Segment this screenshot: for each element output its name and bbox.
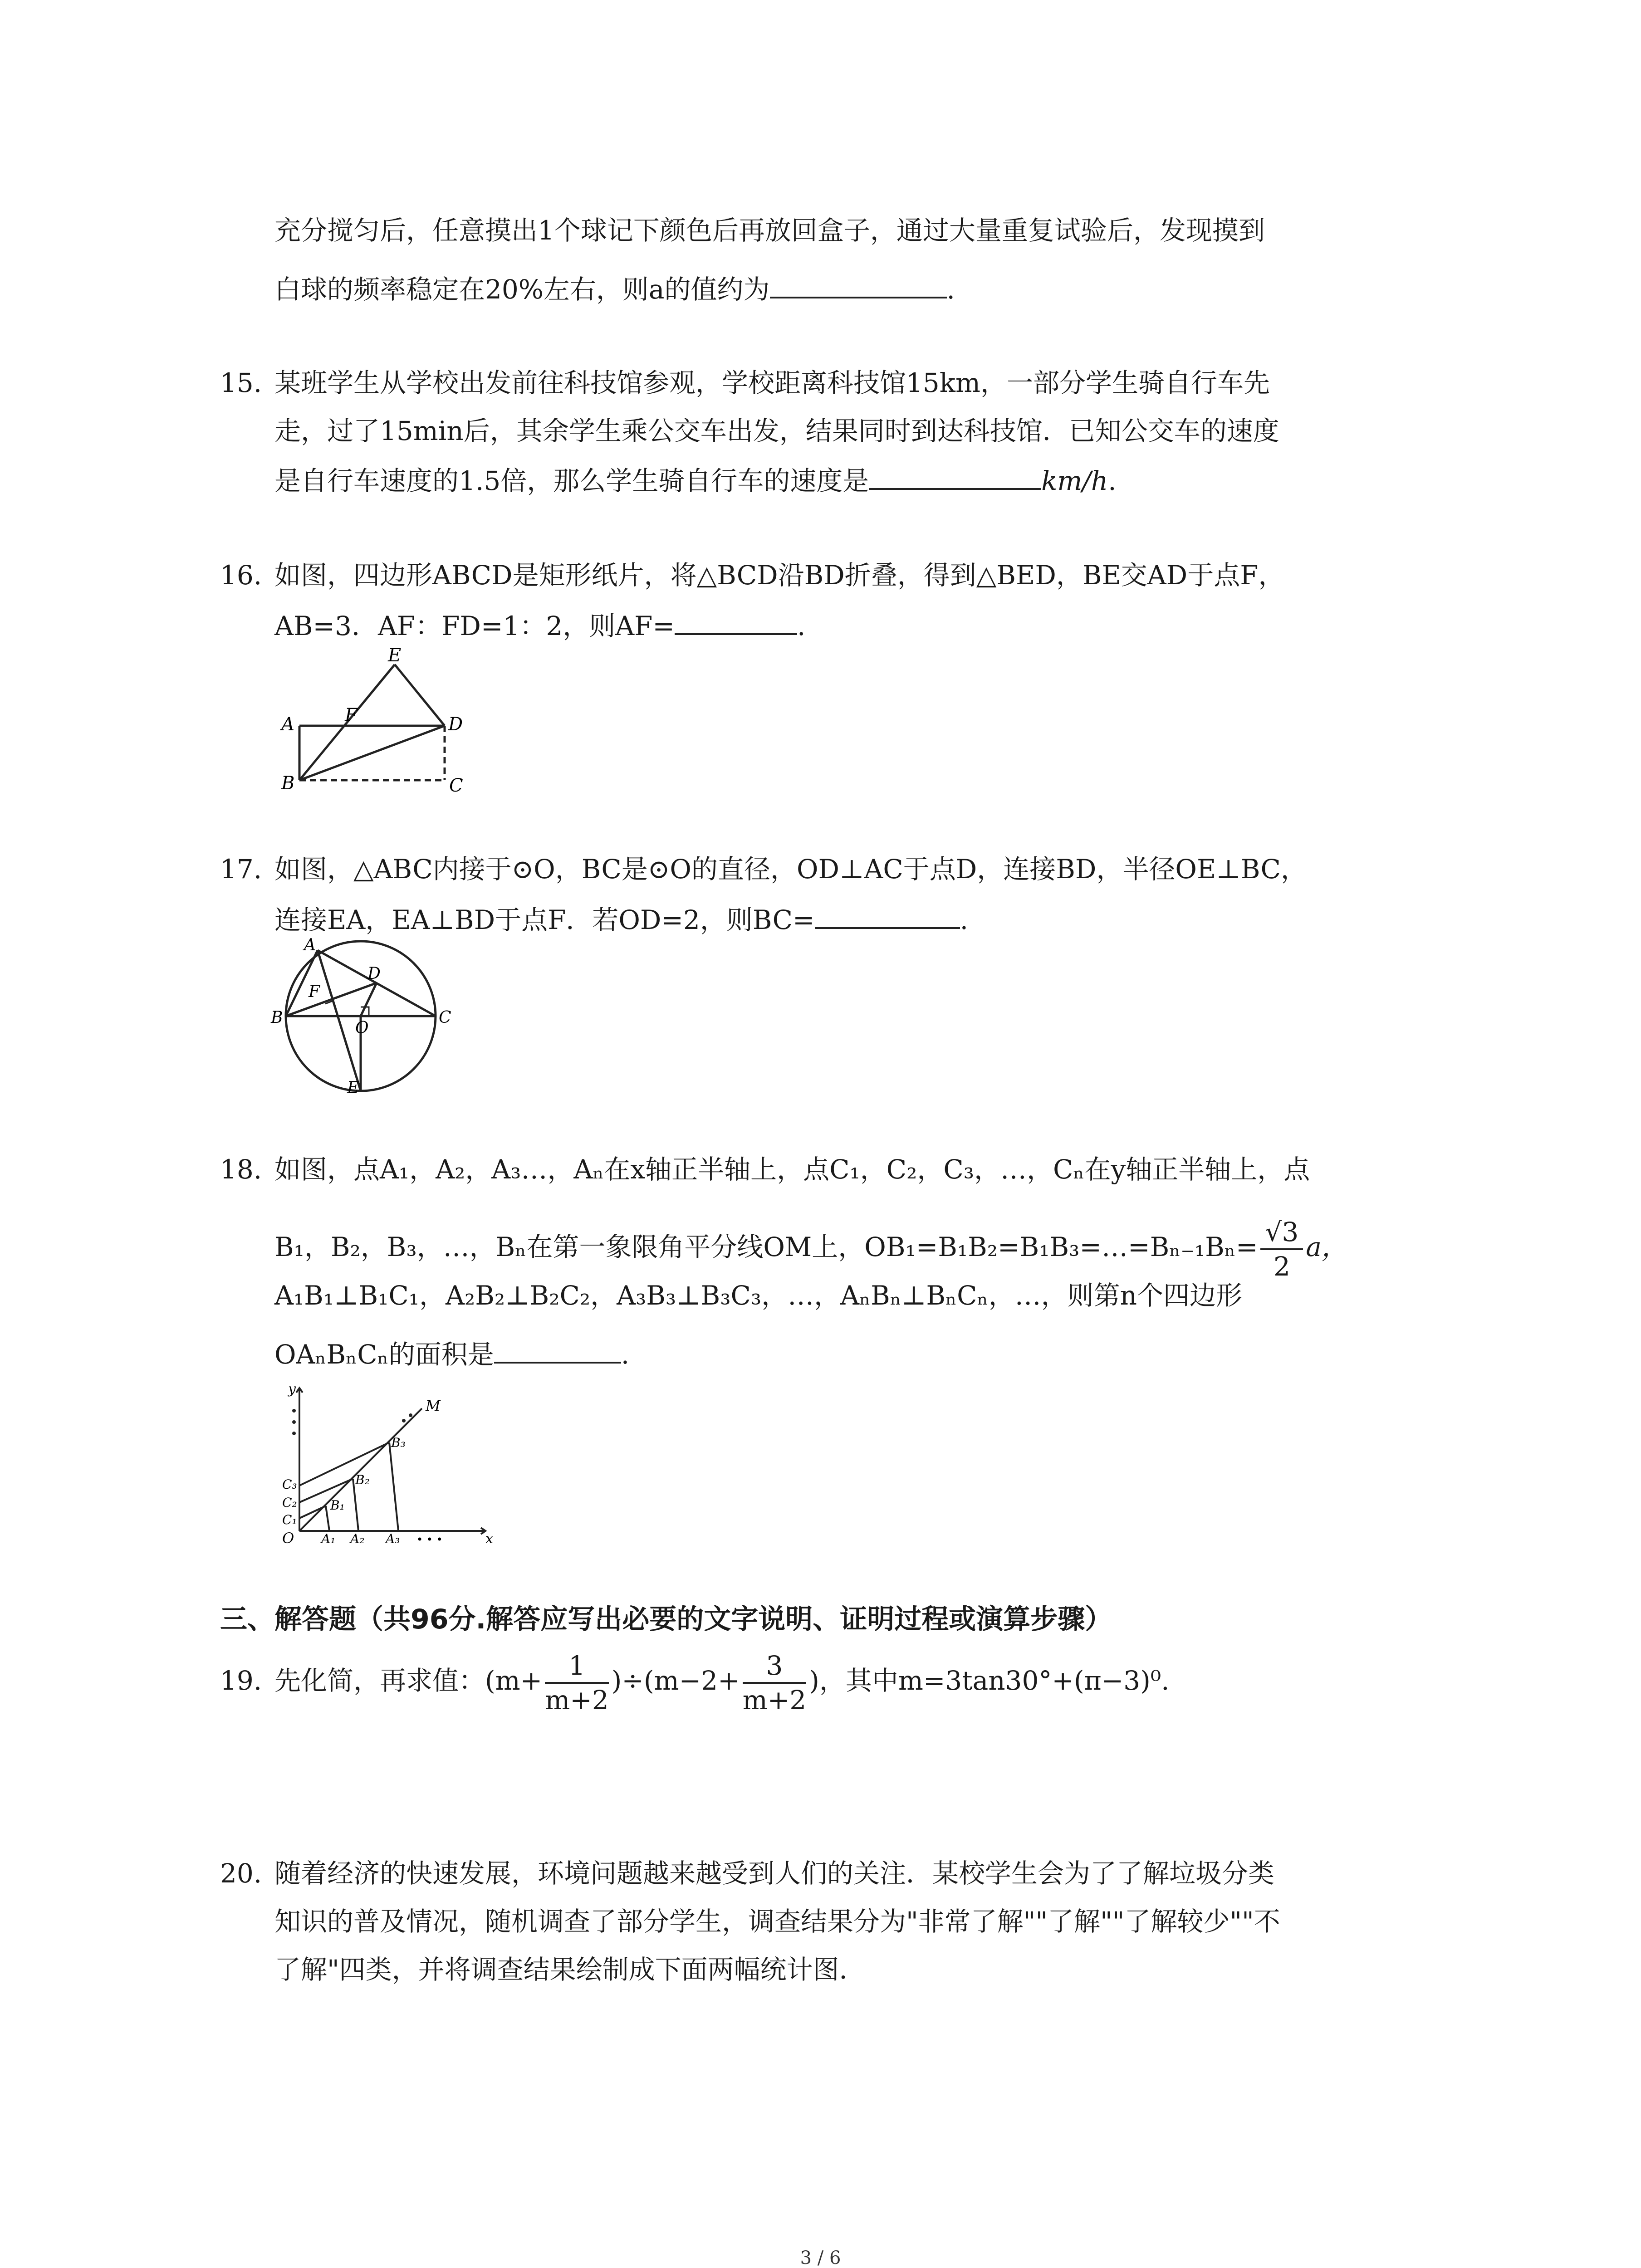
q19-line	[220, 1644, 1170, 1717]
q18-label-c3: C₃	[282, 1477, 297, 1492]
q15-line1	[220, 365, 1270, 401]
q15-end: .	[1108, 465, 1117, 496]
section3-heading	[220, 1601, 1112, 1637]
q15-line3-text: 是自行车速度的1.5倍，那么学生骑自行车的速度是	[274, 465, 869, 496]
q14-line2	[274, 269, 955, 308]
q19-fraction-1	[545, 1649, 609, 1716]
q20-line2-text: 知识的普及情况，随机调查了部分学生，调查结果分为"非常了解""了解""了解较少""不	[274, 1906, 1280, 1937]
q17-line2-text: 连接EA，EA⊥BD于点F．若OD=2，则BC=	[274, 904, 815, 935]
q18-line3	[274, 1277, 1242, 1314]
q18-y-dots	[292, 1409, 296, 1435]
q16-line2	[274, 605, 805, 644]
q18-fraction-denominator: 2	[1273, 1251, 1290, 1282]
q16-number: 16.	[220, 560, 262, 591]
q16-label-a: A	[281, 714, 294, 735]
q14-answer-blank[interactable]	[770, 269, 947, 298]
q18-label-c1: C₁	[282, 1512, 297, 1527]
q18-end: .	[621, 1339, 630, 1370]
q17-answer-blank[interactable]	[815, 899, 960, 929]
q18-label-x: x	[485, 1531, 493, 1547]
q17-label-f: F	[309, 982, 320, 1001]
q17-label-b: B	[271, 1008, 283, 1027]
q16-label-d: D	[448, 714, 463, 735]
q18-label-b2: B₂	[355, 1472, 370, 1487]
q18-line2	[274, 1216, 1348, 1283]
q17-line1	[220, 851, 1307, 887]
q18-label-a3: A₃	[386, 1531, 400, 1546]
q17-figure	[270, 934, 451, 1098]
q20-number: 20.	[220, 1858, 262, 1889]
q18-line4	[274, 1334, 629, 1373]
q16-label-b: B	[281, 773, 295, 794]
q20-line1-text: 随着经济的快速发展，环境问题越来越受到人们的关注．某校学生会为了了解垃圾分类	[274, 1858, 1275, 1889]
q18-line3-text: A₁B₁⊥B₁C₁，A₂B₂⊥B₂C₂，A₃B₃⊥B₃C₃，…，AₙBₙ⊥BₙCₙ，…，则第n个四边形	[274, 1280, 1242, 1311]
q18-label-c2: C₂	[282, 1495, 297, 1510]
q18-line2-text: B₁，B₂，B₃，…，Bₙ在第一象限角平分线OM上，OB₁=B₁B₂=B₁B₃=…=Bₙ₋₁Bₙ=	[274, 1232, 1258, 1263]
q15-line1-text: 某班学生从学校出发前往科技馆参观，学校距离科技馆15km，一部分学生骑自行车先	[274, 367, 1270, 398]
q19-fraction-2	[743, 1649, 807, 1716]
q15-answer-blank[interactable]	[869, 460, 1041, 490]
q20-line2	[274, 1903, 1280, 1940]
q16-answer-blank[interactable]	[675, 605, 797, 635]
q17-line2	[274, 899, 968, 938]
q14-line1-text: 充分搅匀后，任意摸出1个球记下颜色后再放回盒子，通过大量重复试验后，发现摸到	[274, 215, 1265, 246]
q18-m-dots	[402, 1413, 412, 1422]
q18-label-y: y	[288, 1383, 296, 1397]
q16-end: .	[797, 611, 806, 641]
q17-label-e: E	[347, 1079, 359, 1097]
q15-line2	[274, 413, 1279, 449]
q20-line1	[220, 1855, 1274, 1892]
q17-label-a: A	[304, 936, 316, 954]
q16-figure	[272, 644, 481, 798]
q15-line3	[274, 460, 1117, 499]
q17-line1-text: 如图，△ABC内接于⊙O，BC是⊙O的直径，OD⊥AC于点D，连接BD，半径OE⊥BC，	[274, 854, 1307, 885]
q20-line3-text: 了解"四类，并将调查结果绘制成下面两幅统计图．	[274, 1954, 866, 1985]
q18-label-b1: B₁	[330, 1498, 345, 1513]
q18-line2-tail: a，	[1306, 1232, 1348, 1263]
q18-x-dots: • • •	[416, 1533, 443, 1546]
q19-fraction-1-numerator: 1	[545, 1649, 609, 1684]
q16-label-e: E	[388, 645, 402, 666]
q16-line2-text: AB=3．AF：FD=1：2，则AF=	[274, 611, 675, 641]
q18-label-m: M	[426, 1397, 441, 1414]
q17-label-d: D	[367, 964, 381, 983]
q19-fraction-2-denominator: m+2	[742, 1684, 807, 1716]
q15-unit: km/h	[1041, 465, 1108, 496]
q19-mid: )÷(m−2+	[611, 1665, 740, 1696]
q16-label-c: C	[449, 775, 463, 796]
q18-number: 18.	[220, 1154, 262, 1185]
q18-label-o: O	[282, 1530, 294, 1547]
q15-line2-text: 走，过了15min后，其余学生乘公交车出发，结果同时到达科技馆．已知公交车的速度	[274, 415, 1279, 446]
q18-label-a1: A₁	[321, 1531, 336, 1546]
q18-line4-text: OAₙBₙCₙ的面积是	[274, 1339, 494, 1370]
q15-number: 15.	[220, 367, 262, 398]
q18-figure	[272, 1383, 499, 1547]
q17-number: 17.	[220, 854, 262, 885]
q18-line1	[220, 1151, 1310, 1188]
q18-line1-text: 如图，点A₁，A₂，A₃…，Aₙ在x轴正半轴上，点C₁，C₂，C₃，…，Cₙ在y轴正半轴上，点	[274, 1154, 1310, 1185]
q18-fraction-numerator: √3	[1260, 1216, 1303, 1250]
q16-line1	[220, 557, 1284, 593]
q14-end: .	[946, 274, 955, 305]
page-number: 3 / 6	[800, 2248, 841, 2268]
q18-fraction	[1260, 1216, 1303, 1283]
q18-answer-blank[interactable]	[494, 1334, 621, 1364]
q14-line2-text: 白球的频率稳定在20%左右，则a的值约为	[274, 274, 770, 305]
q16-line1-text: 如图，四边形ABCD是矩形纸片，将△BCD沿BD折叠，得到△BED，BE交AD于点F，	[274, 560, 1285, 591]
q20-line3	[274, 1951, 866, 1988]
q17-end: .	[960, 904, 969, 935]
q18-label-b3: B₃	[391, 1435, 406, 1450]
q19-fraction-1-denominator: m+2	[545, 1684, 609, 1716]
q19-tail: )，其中m=3tan30°+(π−3)⁰.	[809, 1665, 1170, 1696]
q14-line1	[274, 212, 1265, 249]
section3-heading-text: 三、解答题（共96分.解答应写出必要的文字说明、证明过程或演算步骤）	[220, 1603, 1112, 1635]
q17-label-c: C	[439, 1008, 451, 1027]
q19-lead: 先化简，再求值：(m+	[274, 1665, 543, 1696]
q16-label-f: F	[345, 705, 358, 726]
q19-fraction-2-numerator: 3	[743, 1649, 807, 1684]
q18-label-a2: A₂	[350, 1531, 365, 1546]
q19-number: 19.	[220, 1665, 262, 1696]
q17-label-o: O	[355, 1019, 369, 1037]
